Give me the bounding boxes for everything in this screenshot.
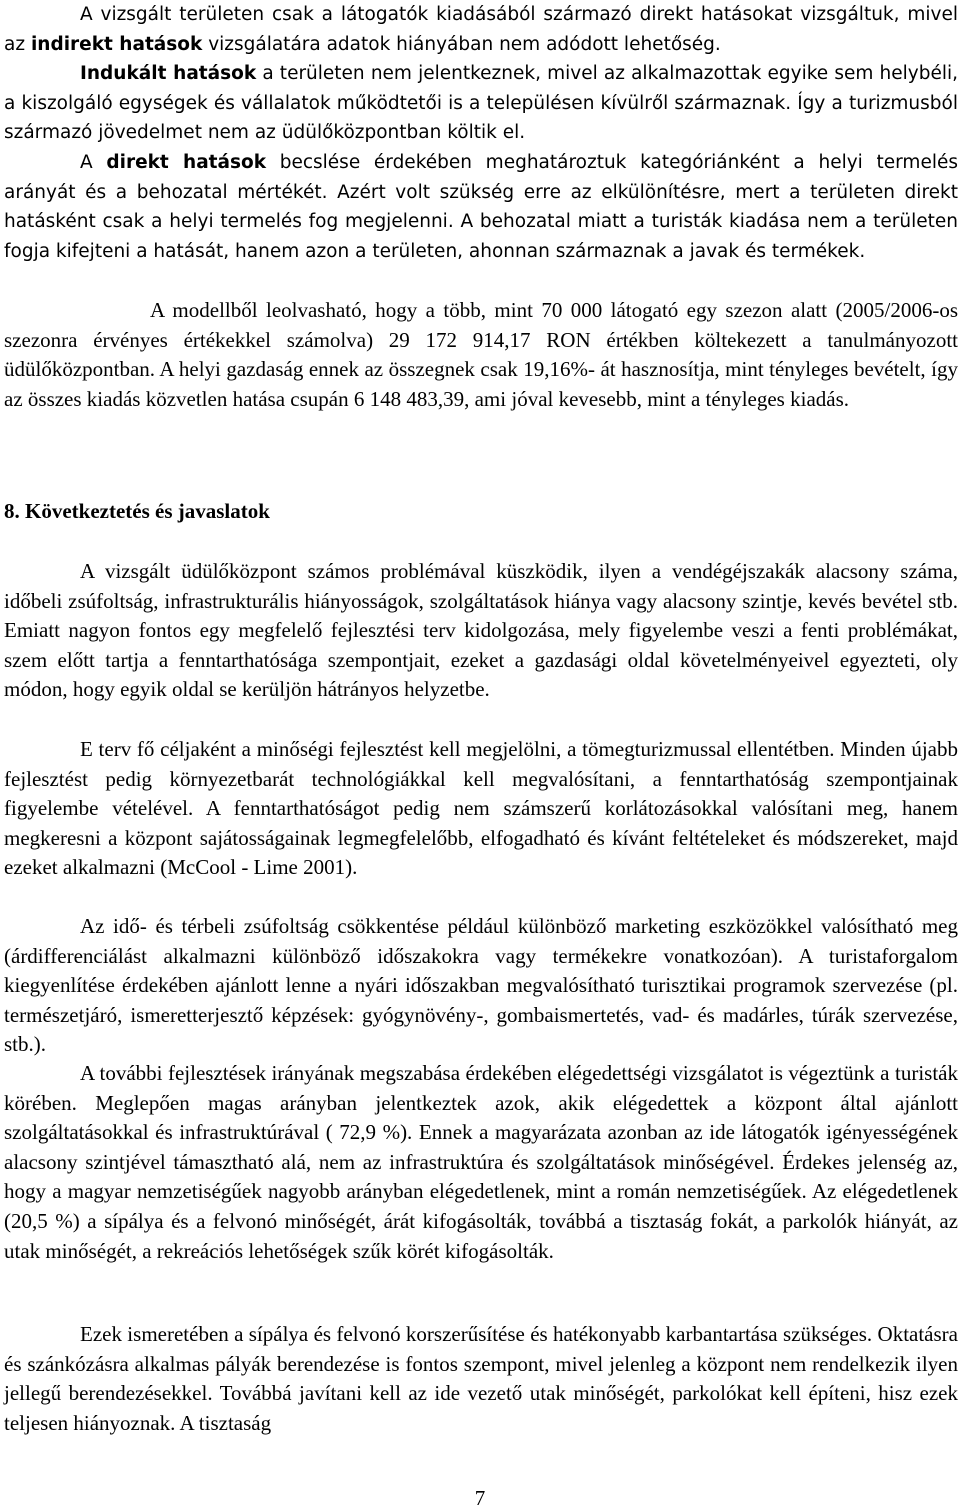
s5-text: Ezek ismeretében a sípálya és felvonó korszerűsítése és hatékonyabb karbantartása szükséges. Oktatásra és szánkózásra alkalmas pályák berendezése is fontos szempont, mivel jelenleg a központ nem rendelkezik ilyen jellegű berendezésekkel. Továbbá javítani kell az ide vezető utak minőségét, parkolókat kell építeni, hisz ezek teljesen hiányoznak. A tisztaság (4, 1322, 958, 1435)
section-heading: 8. Következtetés és javaslatok (4, 499, 270, 523)
paragraph-recommendations (4, 1320, 958, 1438)
p4-text: A modellből leolvasható, hogy a több, mint 70 000 látogató egy szezon alatt (2005/2006-os szezonra érvényes értékekkel számolva) 29 172 914,17 RON értékben költekezett a tanulmányozott üdülőközpontban. A helyi gazdaság ennek az összegnek csak 19,16%- át hasznosítja, mint tényleges bevételt, így az összes kiadás közvetlen hatása csupán 6 148 483,39, ami jóval kevesebb, mint a tényleges kiadás. (4, 298, 958, 411)
paragraph-direct-effects-intro (4, 0, 958, 59)
paragraph-satisfaction-survey (4, 1059, 958, 1266)
p1-bold-term: indirekt hatások (30, 33, 203, 55)
s3-text: Az idő- és térbeli zsúfoltság csökkentése például különböző marketing eszközökkel valósítható meg (árdifferenciálást alkalmazni különböző időszakokra vagy termékekre vonatkozóan). A turistaforgalom kiegyenlítése érdekében ajánlott lenne a nyári időszakban megvalósítható turisztikai programok szervezése (pl. természetjáró, ismeretterjesztő képzések: gyógynövény-, gombaismertetés, vad- és madárles, túrák szervezése, stb.). (4, 914, 958, 1057)
page-number: 7 (474, 1486, 486, 1510)
p3-bold-term: direkt hatások (106, 152, 267, 173)
p2-rest: a területen nem jelentkeznek, mivel az alkalmazottak egyike sem helybéli, a kiszolgáló egységek és vállalatok működtetői is a településen kívülről származnak. Így a turizmusból származó jövedelmet nem az üdülőközpontban költik el. (4, 63, 959, 144)
paragraph-induced-effects (4, 59, 958, 148)
p1-text: A vizsgált területen csak a látogatók kiadásából származó direkt hatásokat vizsgáltuk, mivel az (4, 4, 958, 55)
p2-bold-term: Indukált hatások (80, 63, 257, 84)
paragraph-direct-effects-estimate (4, 148, 958, 266)
p1-rest: vizsgálatára adatok hiányában nem adódott lehetőség. (202, 33, 721, 55)
p3-start: A (80, 152, 107, 173)
paragraph-congestion (4, 912, 958, 1060)
s2-text: E terv fő céljaként a minőségi fejlesztést kell megjelölni, a tömegturizmussal ellentétben. Minden újabb fejlesztést pedig környezetbarát technológiákkal kell megvalósítani, a fenntarthatóság szempontjainak figyelembe vételével. A fenntarthatóságot pedig nem számszerű korlátozásokkal valósítani meg, hanem megkeresni a központ sajátosságainak legmegfelelőbb, elfogadható és kívánt feltételeket és módszereket, majd ezeket alkalmazni (McCool - Lime 2001). (4, 737, 958, 880)
paragraph-problems (4, 557, 958, 705)
s4-text: A további fejlesztések irányának megszabása érdekében elégedettségi vizsgálatot is végeztünk a turisták körében. Meglepően magas arányban jelentkeztek azok, akik elégedettek a központ által ajánlott szolgáltatásokkal és infrastruktúrával ( 72,9 %). Ennek a magyarázata azonban az ide látogatók igényességének alacsony szintjével támasztható alá, nem az infrastruktúra és szolgáltatások minőségével. Érdekes jelenség az, hogy a magyar nemzetiségűek nagyobb arányban elégedetlenek, mint a román nemzetiségűek. Az elégedetlenek (20,5 %) a sípálya és a felvonó minőségét, árát kifogásolták, továbbá a tisztaság fokát, a parkolók hiányát, az utak minőségét, a rekreációs lehetőségek szűk körét kifogásolták. (4, 1061, 958, 1263)
p3-rest: becslése érdekében meghatároztuk kategóriánként a helyi termelés arányát és a behozatal mértékét. Azért volt szükség erre az elkülönítésre, mert a területen direkt hatásként csak a helyi termelés fog megjelenni. A behozatal miatt a turisták kiadása nem a területen fogja kifejteni a hatását, hanem azon a területen, ahonnan származnak a javak és termékek. (4, 152, 958, 262)
s1-text: A vizsgált üdülőközpont számos problémával küszködik, ilyen a vendégéjszakák alacsony száma, időbeli zsúfoltság, infrastrukturális hiányosságok, szolgáltatások hiánya vagy alacsony szintje, kevés bevétel stb. Emiatt nagyon fontos egy megfelelő fejlesztési terv kidolgozása, mely figyelembe veszi a fenti problémákat, szem előtt tartja a fenntarthatósága szempontjait, ezeket a gazdasági oldal követelményeivel egyezteti, oly módon, hogy egyik oldal se kerüljön hátrányos helyzetbe. (4, 559, 958, 702)
paragraph-model-results (4, 296, 958, 414)
paragraph-plan-goal (4, 735, 958, 883)
